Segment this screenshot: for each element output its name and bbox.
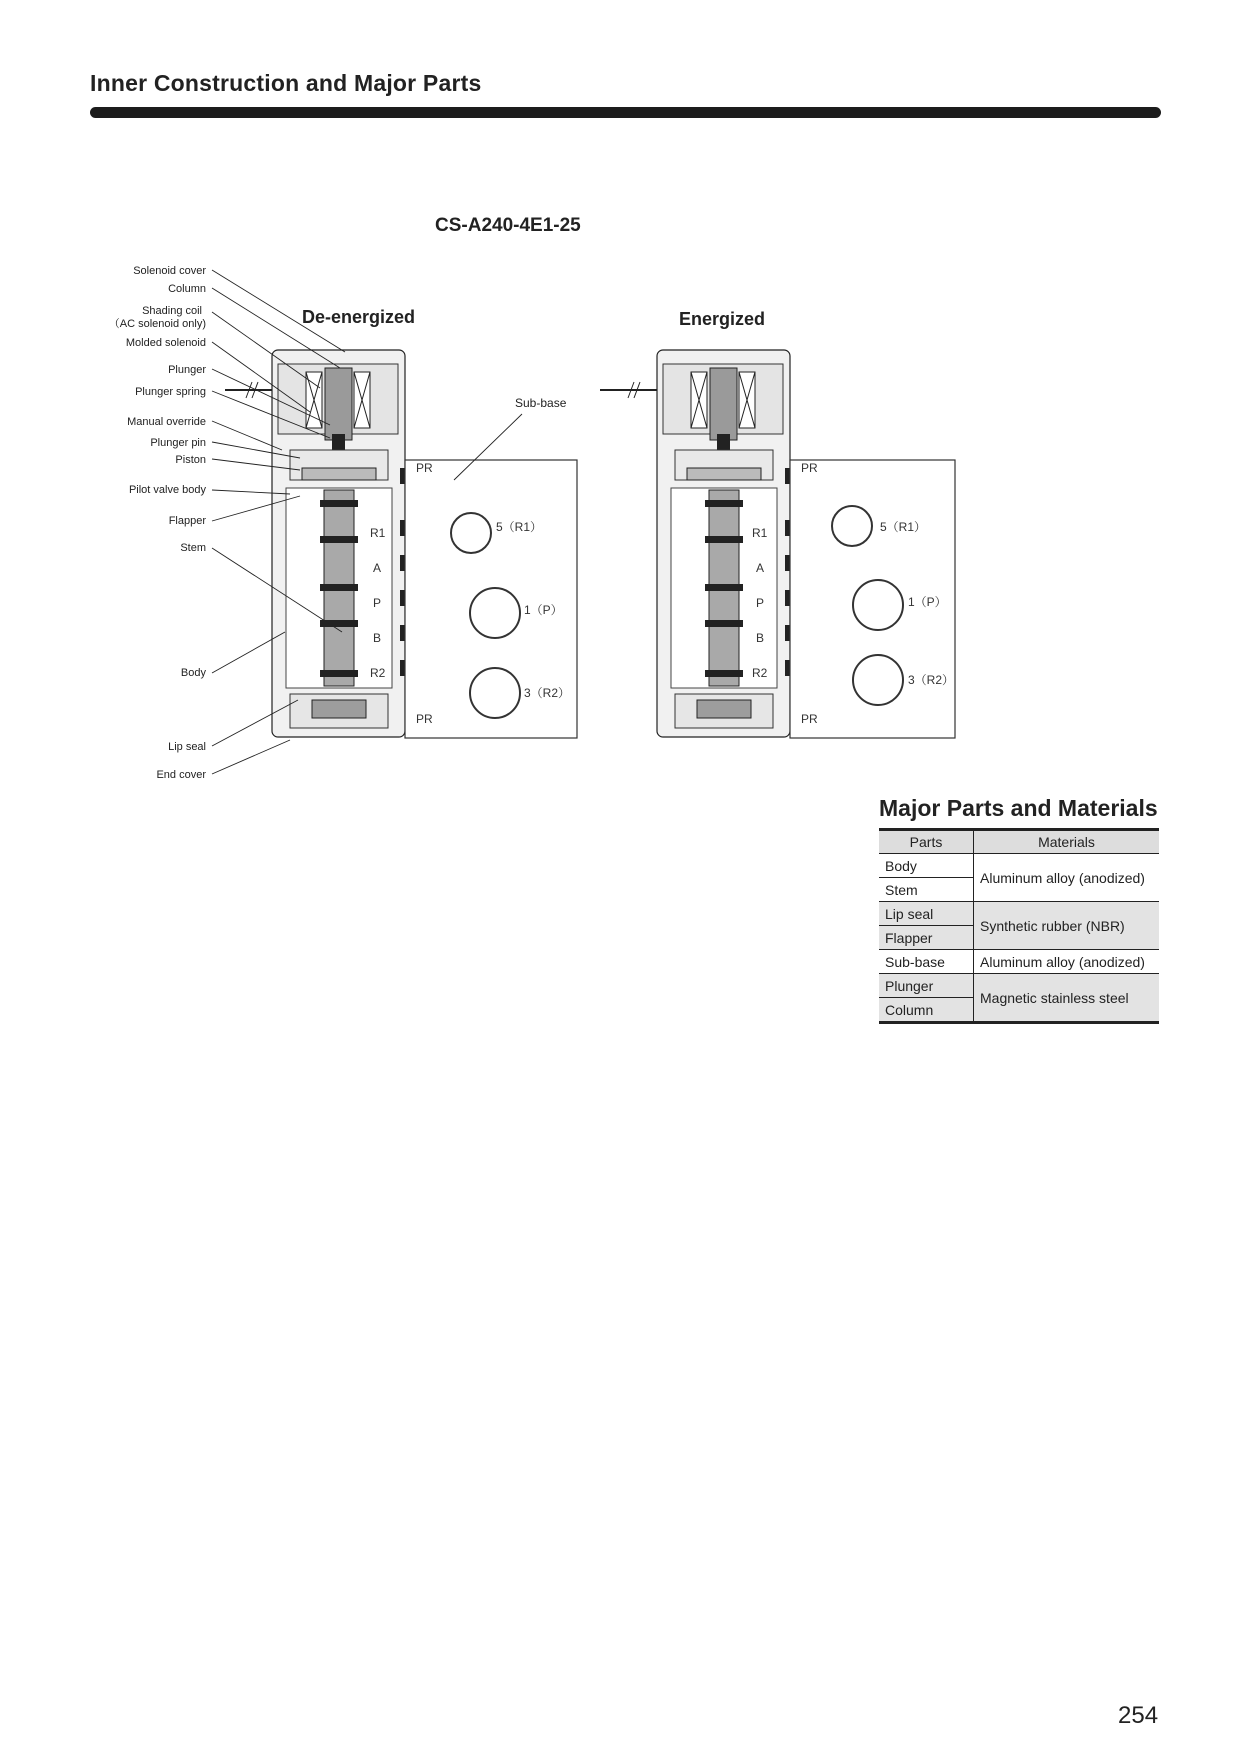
part-cell: Plunger: [879, 974, 974, 998]
port-label-r1-right: 5（R1）: [880, 520, 927, 534]
label-a-right: A: [756, 561, 765, 575]
part-cell: Lip seal: [879, 902, 974, 926]
port-r1-left: [451, 513, 491, 553]
header-parts: Parts: [879, 830, 974, 854]
callout-manual-override: Manual override: [127, 416, 206, 428]
callout-plunger: Plunger: [168, 364, 206, 376]
port-label-p-right: 1（P）: [908, 595, 947, 609]
part-cell: Column: [879, 998, 974, 1023]
part-cell: Stem: [879, 878, 974, 902]
construction-diagram: [0, 0, 1240, 800]
model-number: CS-A240-4E1-25: [435, 215, 581, 236]
material-cell: Magnetic stainless steel: [974, 974, 1160, 1023]
label-pr-bottom-right: PR: [801, 712, 818, 726]
callout-plunger-pin: Plunger pin: [150, 437, 206, 449]
label-b-left: B: [373, 631, 382, 645]
table-row: [879, 950, 1159, 974]
callout-column: Column: [168, 283, 206, 295]
port-r2-left: [470, 668, 520, 718]
header-materials: Materials: [974, 830, 1160, 854]
port-p-right: [853, 580, 903, 630]
label-r2-right: R2: [752, 666, 768, 680]
label-p-right: P: [756, 596, 765, 610]
callout-solenoid-cover: Solenoid cover: [133, 265, 206, 277]
label-pr-top-left: PR: [416, 461, 433, 475]
callout-stem: Stem: [180, 542, 206, 554]
label-b-right: B: [756, 631, 765, 645]
port-r2-right: [853, 655, 903, 705]
table-row: [879, 854, 1159, 878]
label-pr-bottom-left: PR: [416, 712, 433, 726]
callout-body: Body: [180, 667, 206, 679]
table-row: [879, 974, 1159, 998]
callout-plunger-spring: Plunger spring: [135, 386, 206, 398]
callout-piston: Piston: [175, 454, 206, 466]
energized-title: Energized: [679, 309, 766, 329]
callout-sub-base: Sub-base: [515, 396, 567, 410]
part-cell: Sub-base: [879, 950, 974, 974]
material-cell: Synthetic rubber (NBR): [974, 902, 1160, 950]
callout-flapper: Flapper: [168, 515, 206, 527]
materials-table: [879, 828, 1159, 1024]
label-r1-left: R1: [370, 526, 386, 540]
callout-lip-seal: Lip seal: [168, 741, 206, 753]
port-p-left: [470, 588, 520, 638]
label-r1-right: R1: [752, 526, 768, 540]
port-label-r2-left: 3（R2）: [524, 686, 571, 700]
label-r2-left: R2: [370, 666, 386, 680]
callout-ac-note: （AC solenoid only): [108, 318, 206, 330]
energized-valve: [600, 350, 955, 738]
page-number: 254: [1118, 1702, 1159, 1729]
callout-molded-solenoid: Molded solenoid: [125, 337, 206, 349]
callouts: [109, 265, 207, 781]
label-pr-top-right: PR: [801, 461, 818, 475]
part-cell: Flapper: [879, 926, 974, 950]
callout-pilot-valve-body: Pilot valve body: [128, 484, 206, 496]
part-cell: Body: [879, 854, 974, 878]
port-label-r2-right: 3（R2）: [908, 673, 955, 687]
port-r1-right: [832, 506, 872, 546]
page-heading: Inner Construction and Major Parts: [90, 70, 482, 96]
port-label-p-left: 1（P）: [524, 603, 563, 617]
label-a-left: A: [373, 561, 382, 575]
material-cell: Aluminum alloy (anodized): [974, 950, 1160, 974]
materials-title: Major Parts and Materials: [879, 795, 1158, 821]
label-p-left: P: [373, 596, 382, 610]
deenergized-title: De-energized: [302, 307, 416, 327]
table-header-row: [879, 830, 1159, 854]
callout-shading-coil: Shading coil: [142, 305, 202, 317]
table-row: [879, 902, 1159, 926]
material-cell: Aluminum alloy (anodized): [974, 854, 1160, 902]
port-label-r1-left: 5（R1）: [496, 520, 543, 534]
callout-end-cover: End cover: [156, 769, 206, 781]
